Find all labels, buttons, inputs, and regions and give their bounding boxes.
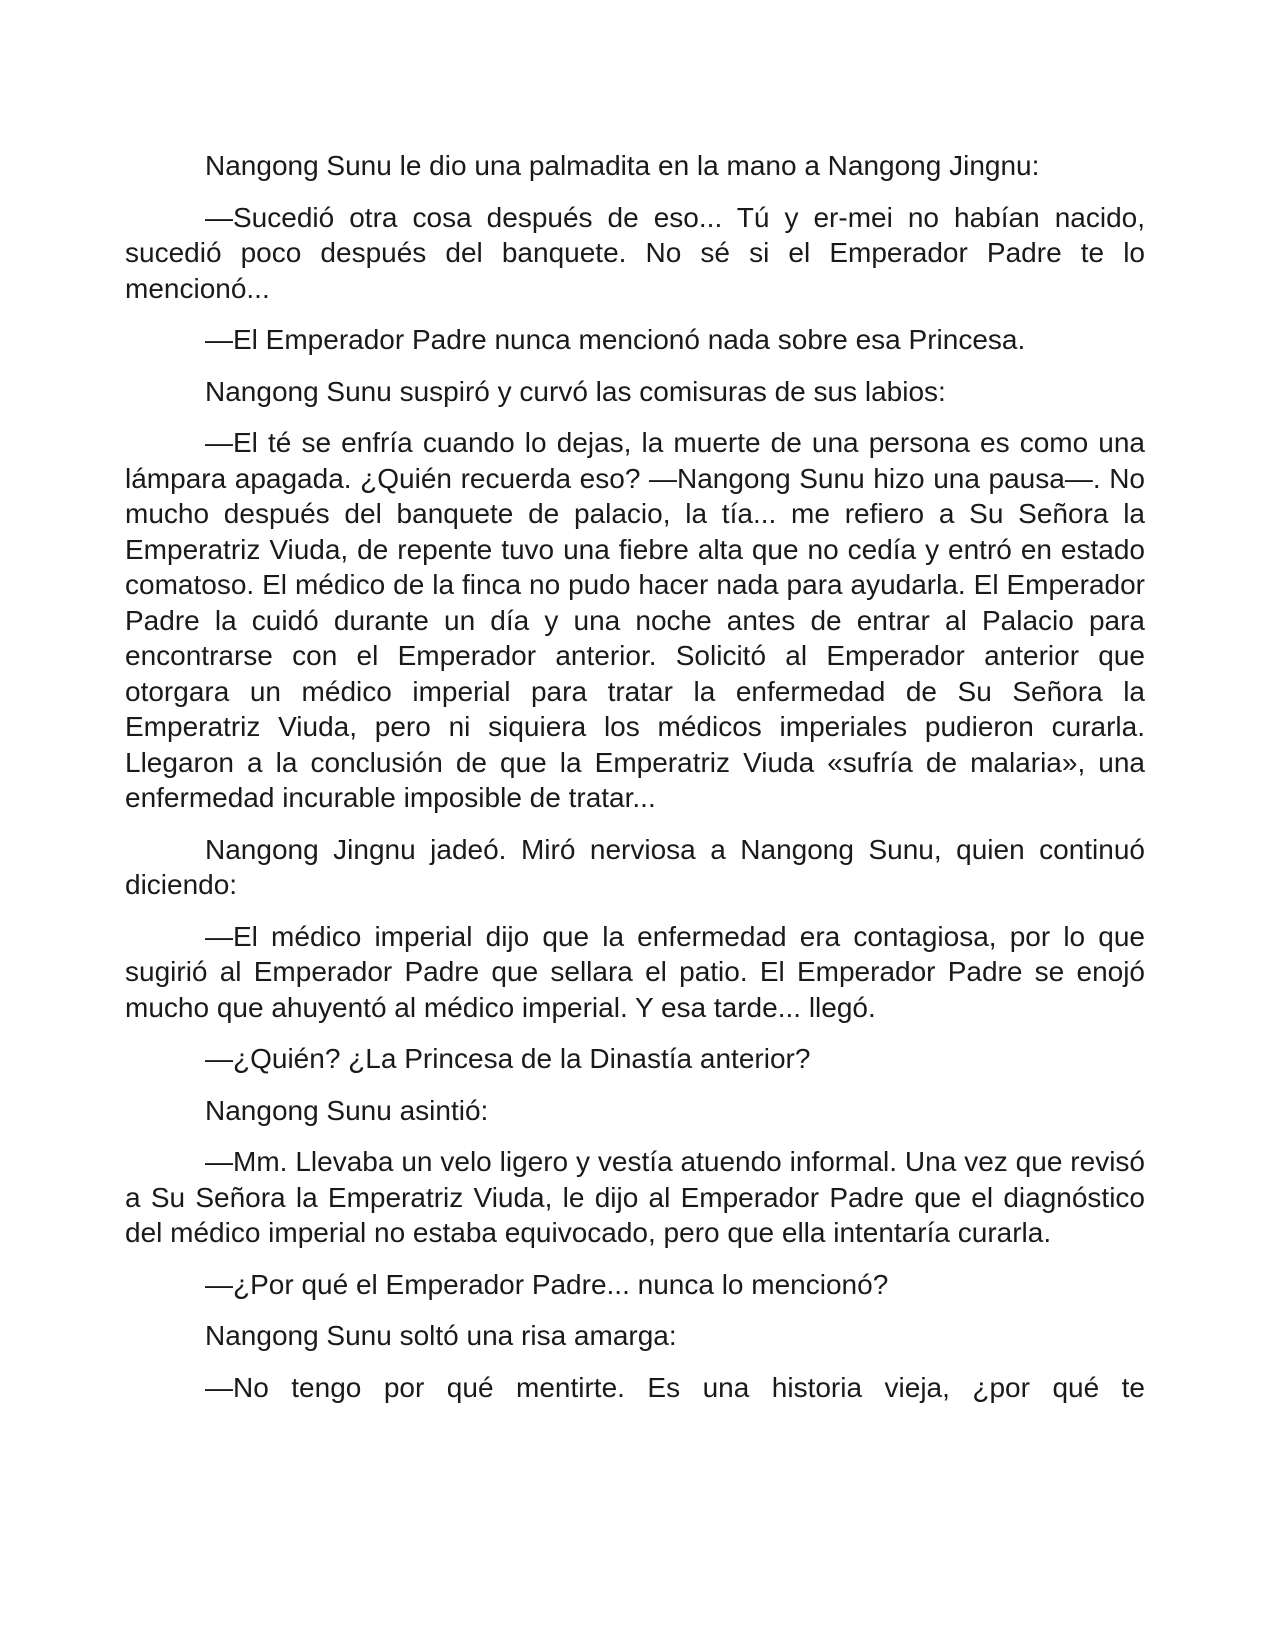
paragraph-5: —El té se enfría cuando lo dejas, la muerte de una persona es como una lámpara apagada. ¿Quién recuerda eso? —Nangong Sunu hizo una pausa—. No mucho después del banquete de palacio, la tía... me refiero a Su Señora la Emperatriz Viuda, de repente tuvo una fiebre alta que no cedía y entró en estado comatoso. El médico de la finca no pudo hacer nada para ayudarla. El Emperador Padre la cuidó durante un día y una noche antes de entrar al Palacio para encontrarse con el Emperador anterior. Solicitó al Emperador anterior que otorgara un médico imperial para tratar la enfermedad de Su Señora la Emperatriz Viuda, pero ni siquiera los médicos imperiales pudieron curarla. Llegaron a la conclusión de que la Emperatriz Viuda «sufría de malaria», una enfermedad incurable imposible de tratar... [125,427,1145,813]
paragraph-2: —Sucedió otra cosa después de eso... Tú y er-mei no habían nacido, sucedió poco después del banquete. No sé si el Emperador Padre te lo mencionó... [125,201,1145,304]
body-text [125,148,1145,1421]
paragraph-10: —Mm. Llevaba un velo ligero y vestía atuendo informal. Una vez que revisó a Su Señora la Emperatriz Viuda, le dijo al Emperador Padre que el diagnóstico del médico imperial no estaba equivocado, pero que ella intentaría curarla. [125,1146,1145,1248]
paragraph-9: Nangong Sunu asintió: [205,1094,489,1126]
paragraph-8: —¿Quién? ¿La Princesa de la Dinastía anterior? [205,1043,811,1074]
paragraph-13: —No tengo por qué mentirte. Es una historia vieja, ¿por qué te [205,1371,1145,1403]
paragraph-3: —El Emperador Padre nunca mencionó nada sobre esa Princesa. [205,324,1026,355]
paragraph-4: Nangong Sunu suspiró y curvó las comisuras de sus labios: [205,375,946,407]
paragraph-11: —¿Por qué el Emperador Padre... nunca lo mencionó? [205,1268,889,1300]
paragraph-12: Nangong Sunu soltó una risa amarga: [205,1320,677,1351]
paragraph-7: —El médico imperial dijo que la enfermedad era contagiosa, por lo que sugirió al Emperador Padre que sellara el patio. El Emperador Padre se enojó mucho que ahuyentó al médico imperial. Y esa tarde... llegó. [125,920,1145,1023]
paragraph-6: Nangong Jingnu jadeó. Miró nerviosa a Nangong Sunu, quien continuó diciendo: [125,833,1145,900]
paragraph-1: Nangong Sunu le dio una palmadita en la mano a Nangong Jingnu: [205,150,1040,181]
